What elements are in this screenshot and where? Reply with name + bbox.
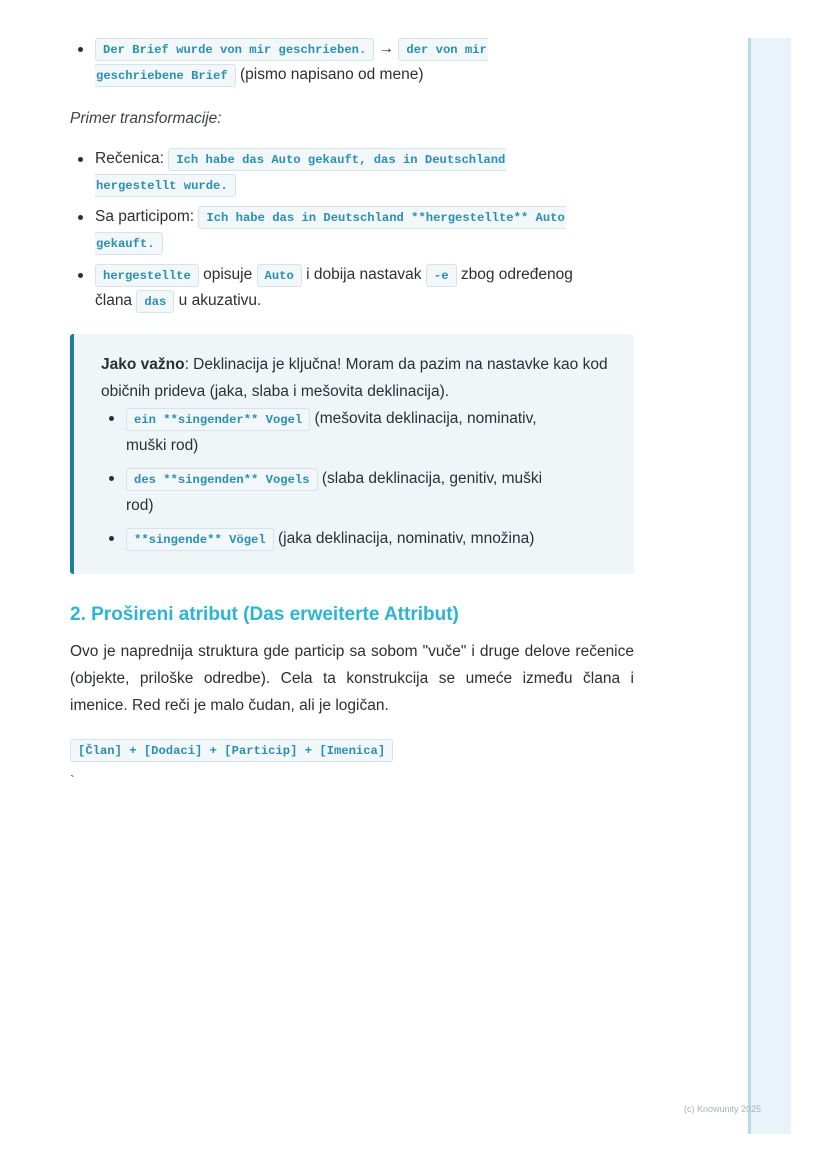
document-content — [70, 36, 634, 788]
inline-code: hergestellte — [95, 264, 199, 287]
callout-bold: Jako važno — [101, 356, 185, 373]
inline-code: des **singenden** Vogels — [126, 468, 318, 491]
body-text: (jaka deklinacija, nominativ, množina) — [277, 530, 535, 547]
right-margin-panel — [748, 38, 791, 1134]
callout-text — [101, 351, 610, 405]
inline-code: das — [136, 290, 174, 313]
body-text: (slaba deklinacija, genitiv, muški — [321, 470, 543, 487]
list-item — [70, 204, 634, 256]
list-transformation — [70, 146, 634, 314]
body-text: rod) — [126, 497, 154, 514]
body-text: zbog određenog — [460, 266, 573, 283]
body-text: muški rod) — [126, 437, 199, 454]
list-item — [70, 262, 634, 314]
example-heading: Primer transformacije: — [70, 110, 222, 127]
list-item — [101, 525, 610, 552]
body-text: člana — [95, 292, 133, 309]
inline-code: gekauft. — [95, 232, 163, 255]
list-item — [101, 465, 610, 519]
list-item — [70, 36, 634, 88]
body-text: (mešovita deklinacija, nominativ, — [314, 410, 537, 427]
body-text: opisuje — [203, 266, 253, 283]
inline-code: Ich habe das in Deutschland **hergestellte** Auto — [198, 206, 565, 229]
inline-code: Auto — [257, 264, 302, 287]
inline-code: Der Brief wurde von mir geschrieben. — [95, 38, 374, 61]
item-label: Sa participom: — [95, 208, 195, 225]
inline-code: der von mir — [398, 38, 487, 61]
list-example-a — [70, 36, 634, 88]
stray-backtick: ` — [70, 772, 75, 788]
arrow: → — [378, 40, 395, 57]
callout-list — [101, 405, 610, 552]
important-callout — [70, 334, 634, 574]
inline-code: Ich habe das Auto gekauft, das in Deutschland — [168, 148, 506, 171]
inline-code: ein **singender** Vogel — [126, 408, 310, 431]
translation-text: (pismo napisano od mene) — [239, 66, 424, 83]
inline-code: geschriebene Brief — [95, 64, 236, 87]
inline-code: **singende** Vögel — [126, 528, 274, 551]
inline-code: -e — [426, 264, 457, 287]
callout-body: : Deklinacija je ključna! Moram da pazim na nastavke kao kod običnih prideva (jaka, slaba i mešovita deklinacija). — [101, 356, 608, 400]
copyright-footer: (c) Knowunity 2025 — [684, 1104, 762, 1114]
list-item — [70, 146, 634, 198]
body-text: u akuzativu. — [178, 292, 262, 309]
formula-code: [Član] + [Dodaci] + [Particip] + [Imenica] — [70, 739, 393, 762]
list-item — [101, 405, 610, 459]
item-label: Rečenica: — [95, 150, 164, 167]
formula-block — [70, 739, 634, 762]
inline-code: hergestellt wurde. — [95, 174, 236, 197]
section-paragraph: Ovo je naprednija struktura gde particip sa sobom "vuče" i druge delove rečenice (objekte, priloške odredbe). Cela ta konstrukcija se umeće između člana i imenice. Red reči je malo čudan, ali je logičan. — [70, 643, 634, 714]
body-text: i dobija nastavak — [306, 266, 422, 283]
section-heading: 2. Prošireni atribut (Das erweiterte Attribut) — [70, 604, 459, 625]
